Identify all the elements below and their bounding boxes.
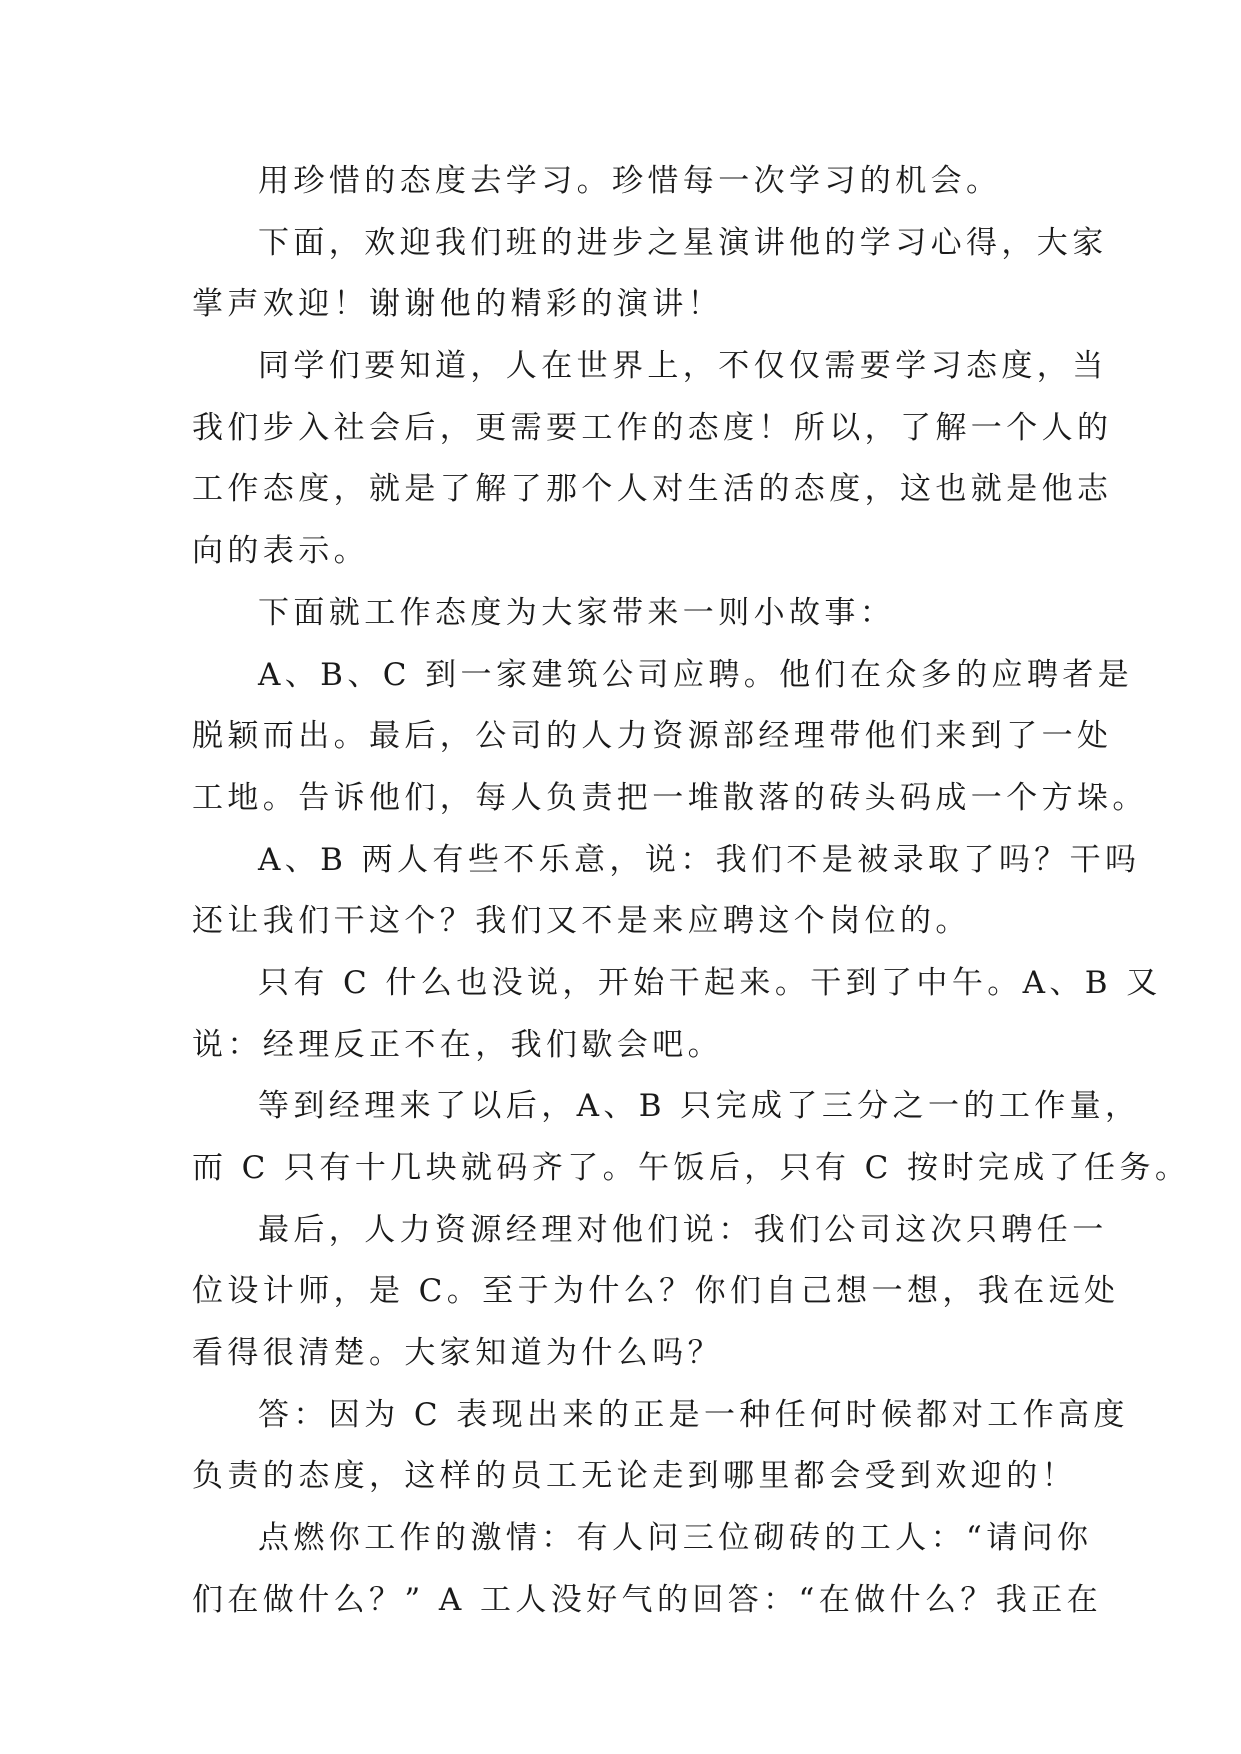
text-line: 同学们要知道，人在世界上，不仅仅需要学习态度，当: [258, 348, 1108, 385]
text-line: 工作态度，就是了解了那个人对生活的态度，这也就是他志: [192, 471, 1113, 508]
text-line: 们在做什么？” A 工人没好气的回答：“在做什么？我正在: [192, 1581, 1102, 1618]
text-line: 下面就工作态度为大家带来一则小故事：: [258, 594, 896, 631]
text-line: 负责的态度，这样的员工无论走到哪里都会受到欢迎的！: [192, 1458, 1077, 1495]
text-line: 答：因为 C 表现出来的正是一种任何时候都对工作高度: [258, 1396, 1129, 1433]
text-line: 说：经理反正不在，我们歇会吧。: [192, 1026, 723, 1063]
text-line: 最后，人力资源经理对他们说：我们公司这次只聘任一: [258, 1211, 1108, 1248]
text-line: 工地。告诉他们，每人负责把一堆散落的砖头码成一个方垛。: [192, 779, 1148, 816]
text-line: A、B 两人有些不乐意，说：我们不是被录取了吗？干吗: [258, 841, 1141, 878]
text-line: 掌声欢迎！谢谢他的精彩的演讲！: [192, 286, 723, 323]
text-line: 下面，欢迎我们班的进步之星演讲他的学习心得，大家: [258, 224, 1108, 261]
text-line: 还让我们干这个？我们又不是来应聘这个岗位的。: [192, 903, 971, 940]
text-line: 我们步入社会后，更需要工作的态度！所以，了解一个人的: [192, 409, 1113, 446]
text-line: 只有 C 什么也没说，开始干起来。干到了中午。A、B 又: [258, 964, 1162, 1001]
text-line: 脱颖而出。最后，公司的人力资源部经理带他们来到了一处: [192, 718, 1113, 755]
text-line: 等到经理来了以后，A、B 只完成了三分之一的工作量，: [258, 1088, 1141, 1125]
text-line: 用珍惜的态度去学习。珍惜每一次学习的机会。: [258, 163, 1002, 199]
text-line: 点燃你工作的激情：有人问三位砌砖的工人：“请问你: [258, 1520, 1093, 1557]
text-line: 向的表示。: [192, 533, 369, 570]
text-line: A、B、C 到一家建筑公司应聘。他们在众多的应聘者是: [258, 656, 1134, 693]
text-line: 而 C 只有十几块就码齐了。午饭后，只有 C 按时完成了任务。: [192, 1150, 1191, 1186]
text-line: 看得很清楚。大家知道为什么吗？: [192, 1335, 723, 1372]
text-line: 位设计师，是 C。至于为什么？你们自己想一想，我在远处: [192, 1273, 1120, 1310]
document-body: [192, 151, 1191, 1632]
